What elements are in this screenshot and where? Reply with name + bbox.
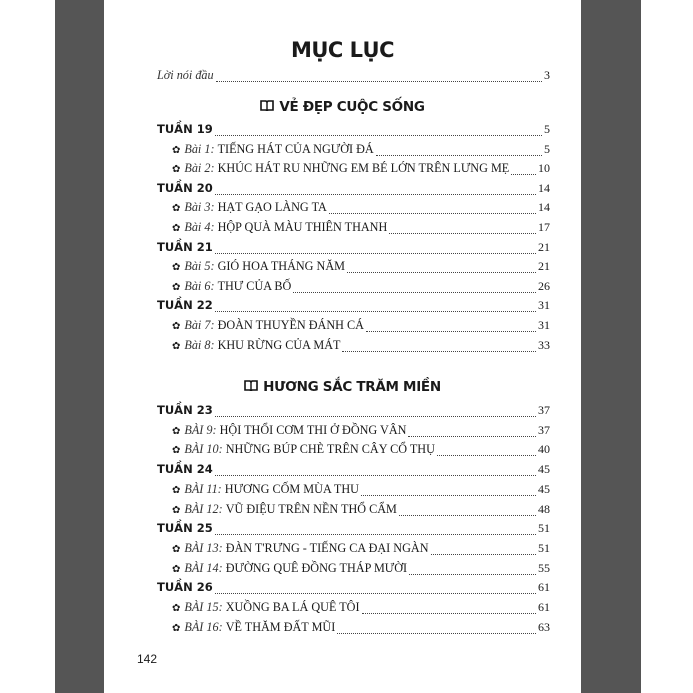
- lesson-title: KHÚC HÁT RU NHỮNG EM BÉ LỚN TRÊN LƯNG MẸ: [217, 161, 510, 176]
- lesson-title: HỘP QUÀ MÀU THIÊN THANH: [217, 220, 388, 234]
- week-label: TUẦN 24: [157, 462, 213, 477]
- page-ref: 61: [538, 580, 550, 595]
- dot-leader: [337, 632, 536, 634]
- dot-leader: [329, 212, 536, 214]
- flower-bullet-icon: ✿: [172, 262, 181, 274]
- page-ref: 3: [544, 68, 550, 82]
- dot-leader: [215, 310, 536, 312]
- flower-bullet-icon: ✿: [172, 340, 181, 352]
- dot-leader: [437, 454, 536, 456]
- lesson-prefix: BÀI 10:: [184, 442, 223, 457]
- page-ref: 61: [538, 600, 550, 614]
- lesson-title: ĐƯỜNG QUÊ ĐỒNG THÁP MƯỜI: [225, 560, 408, 575]
- flower-bullet-icon: ✿: [172, 543, 181, 555]
- lesson-prefix: Bài 5:: [184, 259, 215, 274]
- page-ref: 55: [538, 560, 550, 575]
- toc-entry-lesson[interactable]: [172, 161, 550, 179]
- lesson-prefix: Bài 3:: [184, 200, 215, 215]
- lesson-prefix: BÀI 11:: [184, 481, 222, 496]
- page-ref: 63: [538, 619, 550, 634]
- lesson-prefix: Bài 8:: [184, 337, 215, 352]
- dot-leader: [431, 553, 537, 555]
- lesson-prefix: BÀI 9:: [184, 422, 217, 437]
- lesson-title: XUỒNG BA LÁ QUÊ TÔI: [225, 600, 360, 614]
- lesson-title: KHU RỪNG CỦA MÁT: [217, 337, 341, 352]
- lesson-title: ĐÀN T'RƯNG - TIẾNG CA ĐẠI NGÀN: [225, 540, 429, 555]
- toc-entry-lesson[interactable]: [172, 482, 550, 500]
- flower-bullet-icon: ✿: [172, 504, 181, 516]
- toc-entry-lesson[interactable]: [172, 142, 550, 160]
- dot-leader: [347, 271, 536, 273]
- page-ref: 21: [538, 239, 550, 254]
- toc-entry-lesson[interactable]: [172, 620, 550, 638]
- page-ref: 48: [538, 501, 550, 516]
- page-ref: 33: [538, 337, 550, 352]
- toc-entry-week[interactable]: [157, 122, 550, 140]
- book-icon: [260, 99, 274, 115]
- flower-bullet-icon: ✿: [172, 622, 181, 634]
- week-label: TUẦN 25: [157, 521, 213, 536]
- lesson-title: ĐOÀN THUYỀN ĐÁNH CÁ: [217, 318, 364, 332]
- flower-bullet-icon: ✿: [172, 281, 181, 293]
- document-page: [104, 2, 581, 693]
- viewer-background-left: [55, 0, 104, 693]
- week-label: TUẦN 22: [157, 298, 213, 313]
- flower-bullet-icon: ✿: [172, 144, 181, 156]
- lesson-title: VŨ ĐIỆU TRÊN NỀN THỔ CẨM: [225, 501, 397, 516]
- toc-entry-preface[interactable]: [157, 68, 550, 86]
- dot-leader: [342, 350, 536, 352]
- dot-leader: [408, 435, 536, 437]
- section-heading-text: HƯƠNG SẮC TRĂM MIỀN: [263, 379, 441, 395]
- dot-leader: [215, 592, 536, 594]
- toc-entry-week[interactable]: [157, 298, 550, 316]
- book-icon: [244, 379, 258, 395]
- lesson-title: HỘI THỔI CƠM THI Ở ĐỒNG VÂN: [219, 422, 407, 437]
- lesson-prefix: Bài 4:: [184, 220, 215, 234]
- page-ref: 40: [538, 442, 550, 457]
- lesson-title: VỀ THĂM ĐẤT MŨI: [225, 619, 336, 634]
- page-ref: 51: [538, 540, 550, 555]
- page-ref: 45: [538, 481, 550, 496]
- dot-leader: [215, 533, 536, 535]
- lesson-title: HẠT GẠO LÀNG TA: [217, 200, 327, 215]
- dot-leader: [215, 415, 536, 417]
- toc-entry-week[interactable]: [157, 521, 550, 539]
- page-ref: 45: [538, 462, 550, 477]
- preface-label: Lời nói đầu: [157, 68, 214, 82]
- toc-entry-lesson[interactable]: [172, 502, 550, 520]
- dot-leader: [215, 134, 542, 136]
- flower-bullet-icon: ✿: [172, 445, 181, 457]
- dot-leader: [293, 291, 536, 293]
- flower-bullet-icon: ✿: [172, 425, 181, 437]
- page-ref: 21: [538, 259, 550, 274]
- lesson-prefix: Bài 6:: [184, 278, 215, 293]
- dot-leader: [215, 474, 536, 476]
- flower-bullet-icon: ✿: [172, 603, 181, 614]
- lesson-prefix: BÀI 14:: [184, 560, 223, 575]
- dot-leader: [215, 252, 536, 254]
- lesson-prefix: BÀI 13:: [184, 540, 223, 555]
- flower-bullet-icon: ✿: [172, 321, 181, 332]
- lesson-prefix: Bài 2:: [184, 161, 215, 176]
- dot-leader: [389, 232, 536, 234]
- lesson-title: THƯ CỦA BỐ: [217, 278, 292, 293]
- page-ref: 14: [538, 180, 550, 195]
- flower-bullet-icon: ✿: [172, 223, 181, 234]
- dot-leader: [366, 330, 536, 332]
- page-ref: 17: [538, 220, 550, 234]
- week-label: TUẦN 21: [157, 239, 213, 254]
- flower-bullet-icon: ✿: [172, 164, 181, 176]
- flower-bullet-icon: ✿: [172, 484, 181, 496]
- toc-entry-week[interactable]: [157, 181, 550, 199]
- dot-leader: [376, 154, 542, 156]
- dot-leader: [216, 80, 542, 82]
- dot-leader: [511, 173, 536, 175]
- toc-entry-lesson[interactable]: [172, 259, 550, 277]
- page-ref: 14: [538, 200, 550, 215]
- dot-leader: [215, 193, 536, 195]
- lesson-prefix: BÀI 16:: [184, 619, 223, 634]
- lesson-prefix: BÀI 12:: [184, 501, 223, 516]
- flower-bullet-icon: ✿: [172, 563, 181, 575]
- toc-entry-lesson[interactable]: [172, 200, 550, 218]
- page-ref: 10: [538, 161, 550, 176]
- toc-entry-lesson[interactable]: [172, 541, 550, 559]
- page-ref: 5: [544, 122, 550, 136]
- toc-entry-lesson[interactable]: [172, 600, 550, 618]
- week-label: TUẦN 26: [157, 580, 213, 595]
- viewer-background-right: [581, 0, 641, 693]
- toc-entry-week[interactable]: [157, 580, 550, 598]
- page-ref: 5: [544, 141, 550, 156]
- lesson-title: GIÓ HOA THÁNG NĂM: [217, 259, 345, 274]
- dot-leader: [361, 494, 536, 496]
- toc-entry-week[interactable]: [157, 403, 550, 421]
- page-ref: 31: [538, 318, 550, 332]
- week-label: TUẦN 23: [157, 403, 213, 417]
- page-ref: 51: [538, 521, 550, 536]
- lesson-prefix: Bài 7:: [184, 318, 215, 332]
- toc-entry-week[interactable]: [157, 240, 550, 258]
- toc-entry-lesson[interactable]: [172, 279, 550, 297]
- lesson-title: NHỮNG BÚP CHÈ TRÊN CÂY CỔ THỤ: [225, 442, 435, 457]
- toc-entry-lesson[interactable]: [172, 220, 550, 238]
- lesson-title: TIẾNG HÁT CỦA NGƯỜI ĐÁ: [217, 141, 374, 156]
- lesson-prefix: BÀI 15:: [184, 600, 223, 614]
- toc-entry-lesson[interactable]: [172, 338, 550, 356]
- page-ref: 37: [538, 422, 550, 437]
- page-number: 142: [137, 652, 158, 666]
- page-ref: 26: [538, 278, 550, 293]
- page-title: MỤC LỤC: [290, 38, 395, 62]
- section-heading-text: VẺ ĐẸP CUỘC SỐNG: [279, 99, 425, 115]
- lesson-title: HƯƠNG CỐM MÙA THU: [224, 481, 359, 496]
- week-label: TUẦN 19: [157, 122, 213, 136]
- toc-entry-lesson[interactable]: [172, 561, 550, 579]
- section-heading: [104, 379, 581, 395]
- flower-bullet-icon: ✿: [172, 203, 181, 215]
- toc-entry-lesson[interactable]: [172, 318, 550, 336]
- dot-leader: [409, 573, 536, 575]
- toc-entry-lesson[interactable]: [172, 442, 550, 460]
- toc-entry-lesson[interactable]: [172, 423, 550, 441]
- week-label: TUẦN 20: [157, 180, 213, 195]
- toc-entry-week[interactable]: [157, 462, 550, 480]
- dot-leader: [362, 612, 536, 614]
- lesson-prefix: Bài 1:: [184, 141, 215, 156]
- dot-leader: [399, 514, 536, 516]
- section-heading: [104, 99, 581, 115]
- page-ref: 31: [538, 298, 550, 313]
- page-ref: 37: [538, 403, 550, 417]
